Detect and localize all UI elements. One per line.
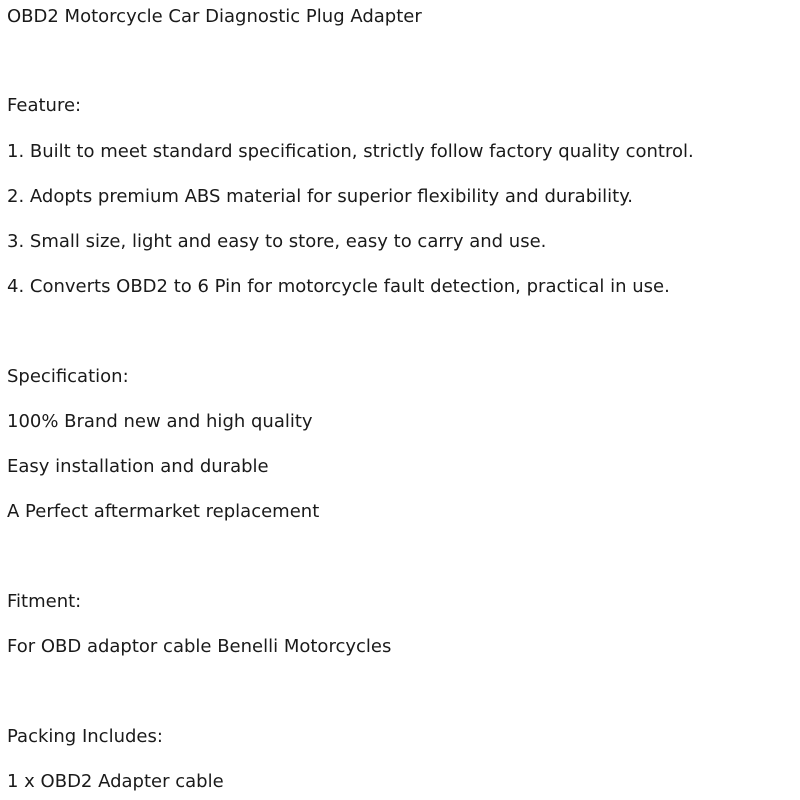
feature-item: 1. Built to meet standard specification, strictly follow factory quality control. — [7, 141, 694, 162]
specification-item: 100% Brand new and high quality — [7, 411, 313, 432]
feature-item: 3. Small size, light and easy to store, easy to carry and use. — [7, 231, 547, 252]
feature-item: 2. Adopts premium ABS material for superior flexibility and durability. — [7, 186, 634, 207]
specification-item: A Perfect aftermarket replacement — [7, 501, 320, 522]
specification-item: Easy installation and durable — [7, 456, 269, 477]
fitment-item: For OBD adaptor cable Benelli Motorcycles — [7, 636, 392, 657]
product-title: OBD2 Motorcycle Car Diagnostic Plug Adapter — [7, 6, 422, 27]
specification-heading: Specification: — [7, 366, 129, 387]
fitment-heading: Fitment: — [7, 591, 82, 612]
feature-heading: Feature: — [7, 95, 82, 116]
feature-item: 4. Converts OBD2 to 6 Pin for motorcycle fault detection, practical in use. — [7, 276, 670, 297]
packing-item: 1 x OBD2 Adapter cable — [7, 771, 224, 792]
packing-heading: Packing Includes: — [7, 726, 163, 747]
